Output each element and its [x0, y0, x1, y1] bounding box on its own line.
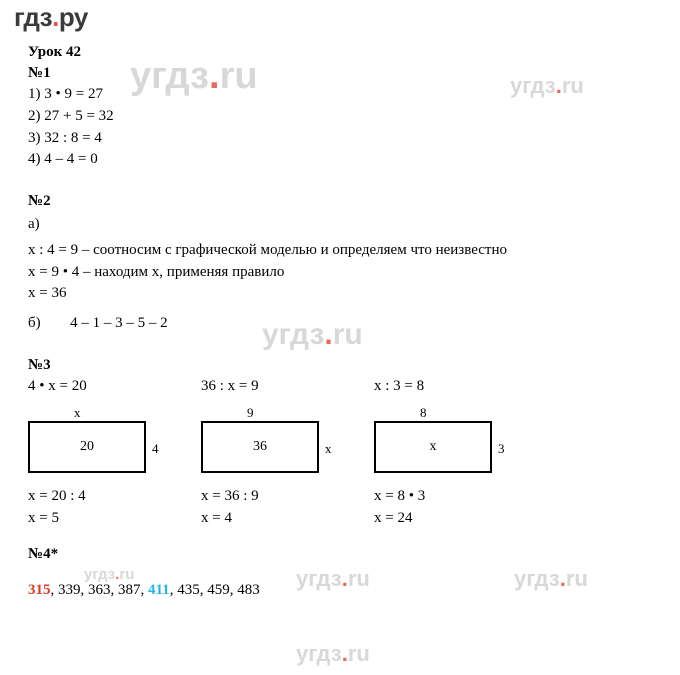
diagram-inner-label: 20: [80, 438, 94, 454]
task-4-number-item: 459: [207, 581, 230, 598]
watermark: угдз.ru: [130, 55, 258, 97]
task-2-part-b-text: 4 – 1 – 3 – 5 – 2: [70, 315, 168, 331]
diagram-top-label: 8: [420, 404, 427, 420]
watermark: угдз.ru: [84, 566, 135, 583]
diagram-rect: [374, 421, 492, 473]
task-3-answer: [28, 485, 201, 530]
task-4-number-item: 435: [177, 581, 200, 598]
task-3-columns: [28, 378, 668, 530]
task-3-column: [201, 378, 374, 530]
task-3-answer-line: x = 24: [374, 510, 413, 527]
task-4-sequence: 315, 339, 363, 387, 411, 435, 459, 483: [28, 581, 260, 598]
lesson-title: Урок 42: [28, 44, 82, 60]
watermark: угдз.ru: [514, 566, 588, 591]
task-3-answer-line: x = 20 : 4: [28, 487, 86, 504]
watermark: угдз.ru: [510, 73, 584, 98]
watermark: угдз.ru: [296, 566, 370, 591]
site-logo[interactable]: [14, 2, 88, 33]
diagram-inner-label: 36: [253, 438, 267, 454]
task-3-answer-line: x = 5: [28, 510, 59, 527]
task-2-number: №2: [28, 193, 51, 209]
solution-content: [28, 44, 668, 614]
task-2-line: x : 4 = 9 – соотносим с графической моделью и определяем что неизвестно: [28, 241, 507, 258]
task-4-number-item: 411: [148, 581, 170, 598]
task-2-line: x = 9 • 4 – находим x, применяя правило: [28, 263, 285, 280]
watermark: угдз.ru: [296, 641, 370, 666]
task-4-number-item: 387: [118, 581, 141, 598]
task-2-line: x = 36: [28, 285, 67, 302]
task-3-diagram: [374, 405, 547, 473]
task-3-answer-line: x = 4: [201, 510, 232, 527]
diagram-rect: [28, 421, 146, 473]
diagram-right-label: 4: [152, 440, 159, 456]
diagram-inner-label: x: [429, 438, 437, 454]
task-1-line: 1) 3 • 9 = 27: [28, 86, 103, 102]
task-3-body: [28, 378, 668, 530]
site-logo-dot: .: [52, 2, 59, 32]
task-4-number-item: 315: [28, 581, 51, 598]
task-3-diagram: [28, 405, 201, 473]
diagram-right-label: 3: [498, 440, 505, 456]
task-4-number-item: 483: [237, 581, 260, 598]
task-3-equation: 36 : x = 9: [201, 377, 259, 394]
task-3-equation: x : 3 = 8: [374, 377, 425, 394]
task-1-line: 3) 32 : 8 = 4: [28, 129, 102, 146]
watermark: угдз.ru: [262, 318, 363, 351]
task-3-answer: [374, 485, 547, 530]
diagram-rect: [201, 421, 319, 473]
task-1-line: 2) 27 + 5 = 32: [28, 107, 114, 124]
task-3-answer: [201, 485, 374, 530]
site-logo-suffix: ру: [58, 2, 88, 32]
task-3-equation: 4 • x = 20: [28, 377, 87, 394]
task-3-diagram: [201, 405, 374, 473]
task-3-column: [374, 378, 547, 530]
diagram-right-label: x: [325, 440, 332, 456]
task-4-number-item: 339: [58, 581, 81, 598]
diagram-top-label: 9: [247, 404, 254, 420]
task-4-number-item: 363: [88, 581, 111, 598]
task-2-part-a-label: а): [28, 216, 40, 232]
task-1-number: №1: [28, 65, 51, 81]
site-logo-text: гдз: [14, 2, 53, 32]
task-3-answer-line: x = 36 : 9: [201, 487, 259, 504]
task-3-number: №3: [28, 356, 51, 373]
task-1-body: [28, 84, 668, 171]
task-2-part-b-label: б): [28, 315, 41, 331]
task-3-answer-line: x = 8 • 3: [374, 487, 426, 504]
diagram-top-label: x: [74, 404, 81, 420]
task-3-column: [28, 378, 201, 530]
task-4-number: №4*: [28, 545, 59, 562]
task-1-line: 4) 4 – 4 = 0: [28, 151, 98, 168]
task-2-part-b: [28, 313, 668, 335]
